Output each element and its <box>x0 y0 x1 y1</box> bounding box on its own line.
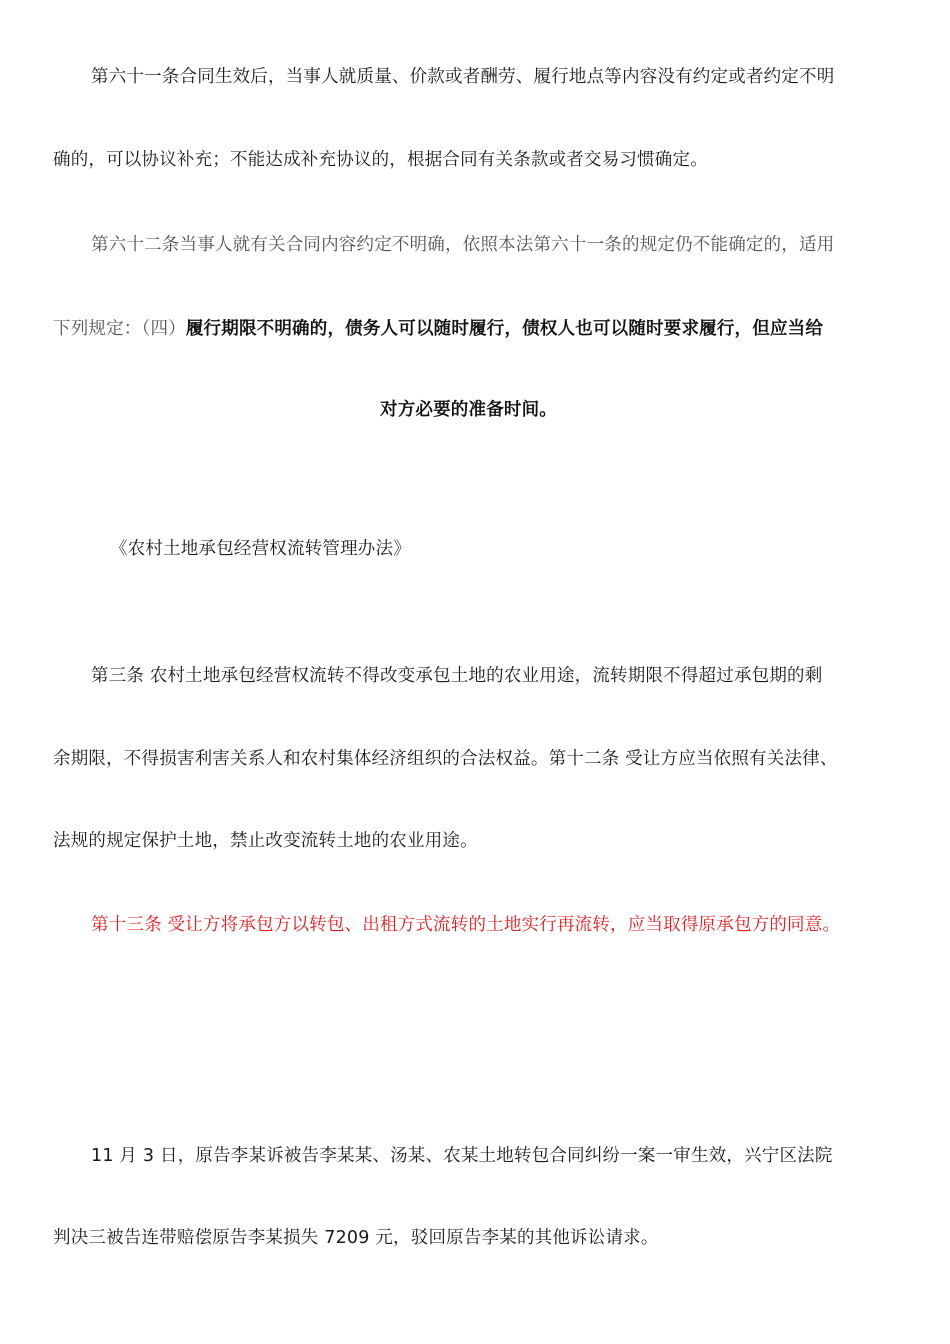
measures-art3-line2: 余期限，不得损害利害关系人和农村集体经济组织的合法权益。第十二条 受让方应当依照有关法律、 <box>53 749 838 769</box>
case-line2: 判决三被告连带赔偿原告李某损失 7209 元，驳回原告李某的其他诉讼请求。 <box>53 1228 659 1248</box>
measures-title: 《农村土地承包经营权流转管理办法》 <box>110 539 411 559</box>
contract-art61-line2: 确的，可以协议补充；不能达成补充协议的，根据合同有关条款或者交易习惯确定。 <box>53 150 708 170</box>
contract-art62-line3: 对方必要的准备时间。 <box>380 400 557 420</box>
contract-art62-plain-text: 下列规定：（四） <box>53 319 186 339</box>
contract-art62-line1: 第六十二条当事人就有关合同内容约定不明确，依照本法第六十一条的规定仍不能确定的，适用 <box>91 235 835 255</box>
measures-art3-line1: 第三条 农村土地承包经营权流转不得改变承包土地的农业用途，流转期限不得超过承包期的剩 <box>91 666 823 686</box>
case-line1: 11 月 3 日，原告李某诉被告李某某、汤某、农某土地转包合同纠纷一案一审生效，兴宁区法院 <box>91 1146 833 1166</box>
contract-art62-bold-text: 履行期限不明确的，债务人可以随时履行，债权人也可以随时要求履行，但应当给 <box>185 319 824 339</box>
measures-art13: 第十三条 受让方将承包方以转包、出租方式流转的土地实行再流转，应当取得原承包方的同意。 <box>91 915 841 935</box>
contract-art62-line2 <box>53 318 823 340</box>
contract-art61-line1: 第六十一条合同生效后，当事人就质量、价款或者酬劳、履行地点等内容没有约定或者约定不明 <box>91 67 835 87</box>
measures-art3-line3: 法规的规定保护土地，禁止改变流转土地的农业用途。 <box>53 831 478 851</box>
